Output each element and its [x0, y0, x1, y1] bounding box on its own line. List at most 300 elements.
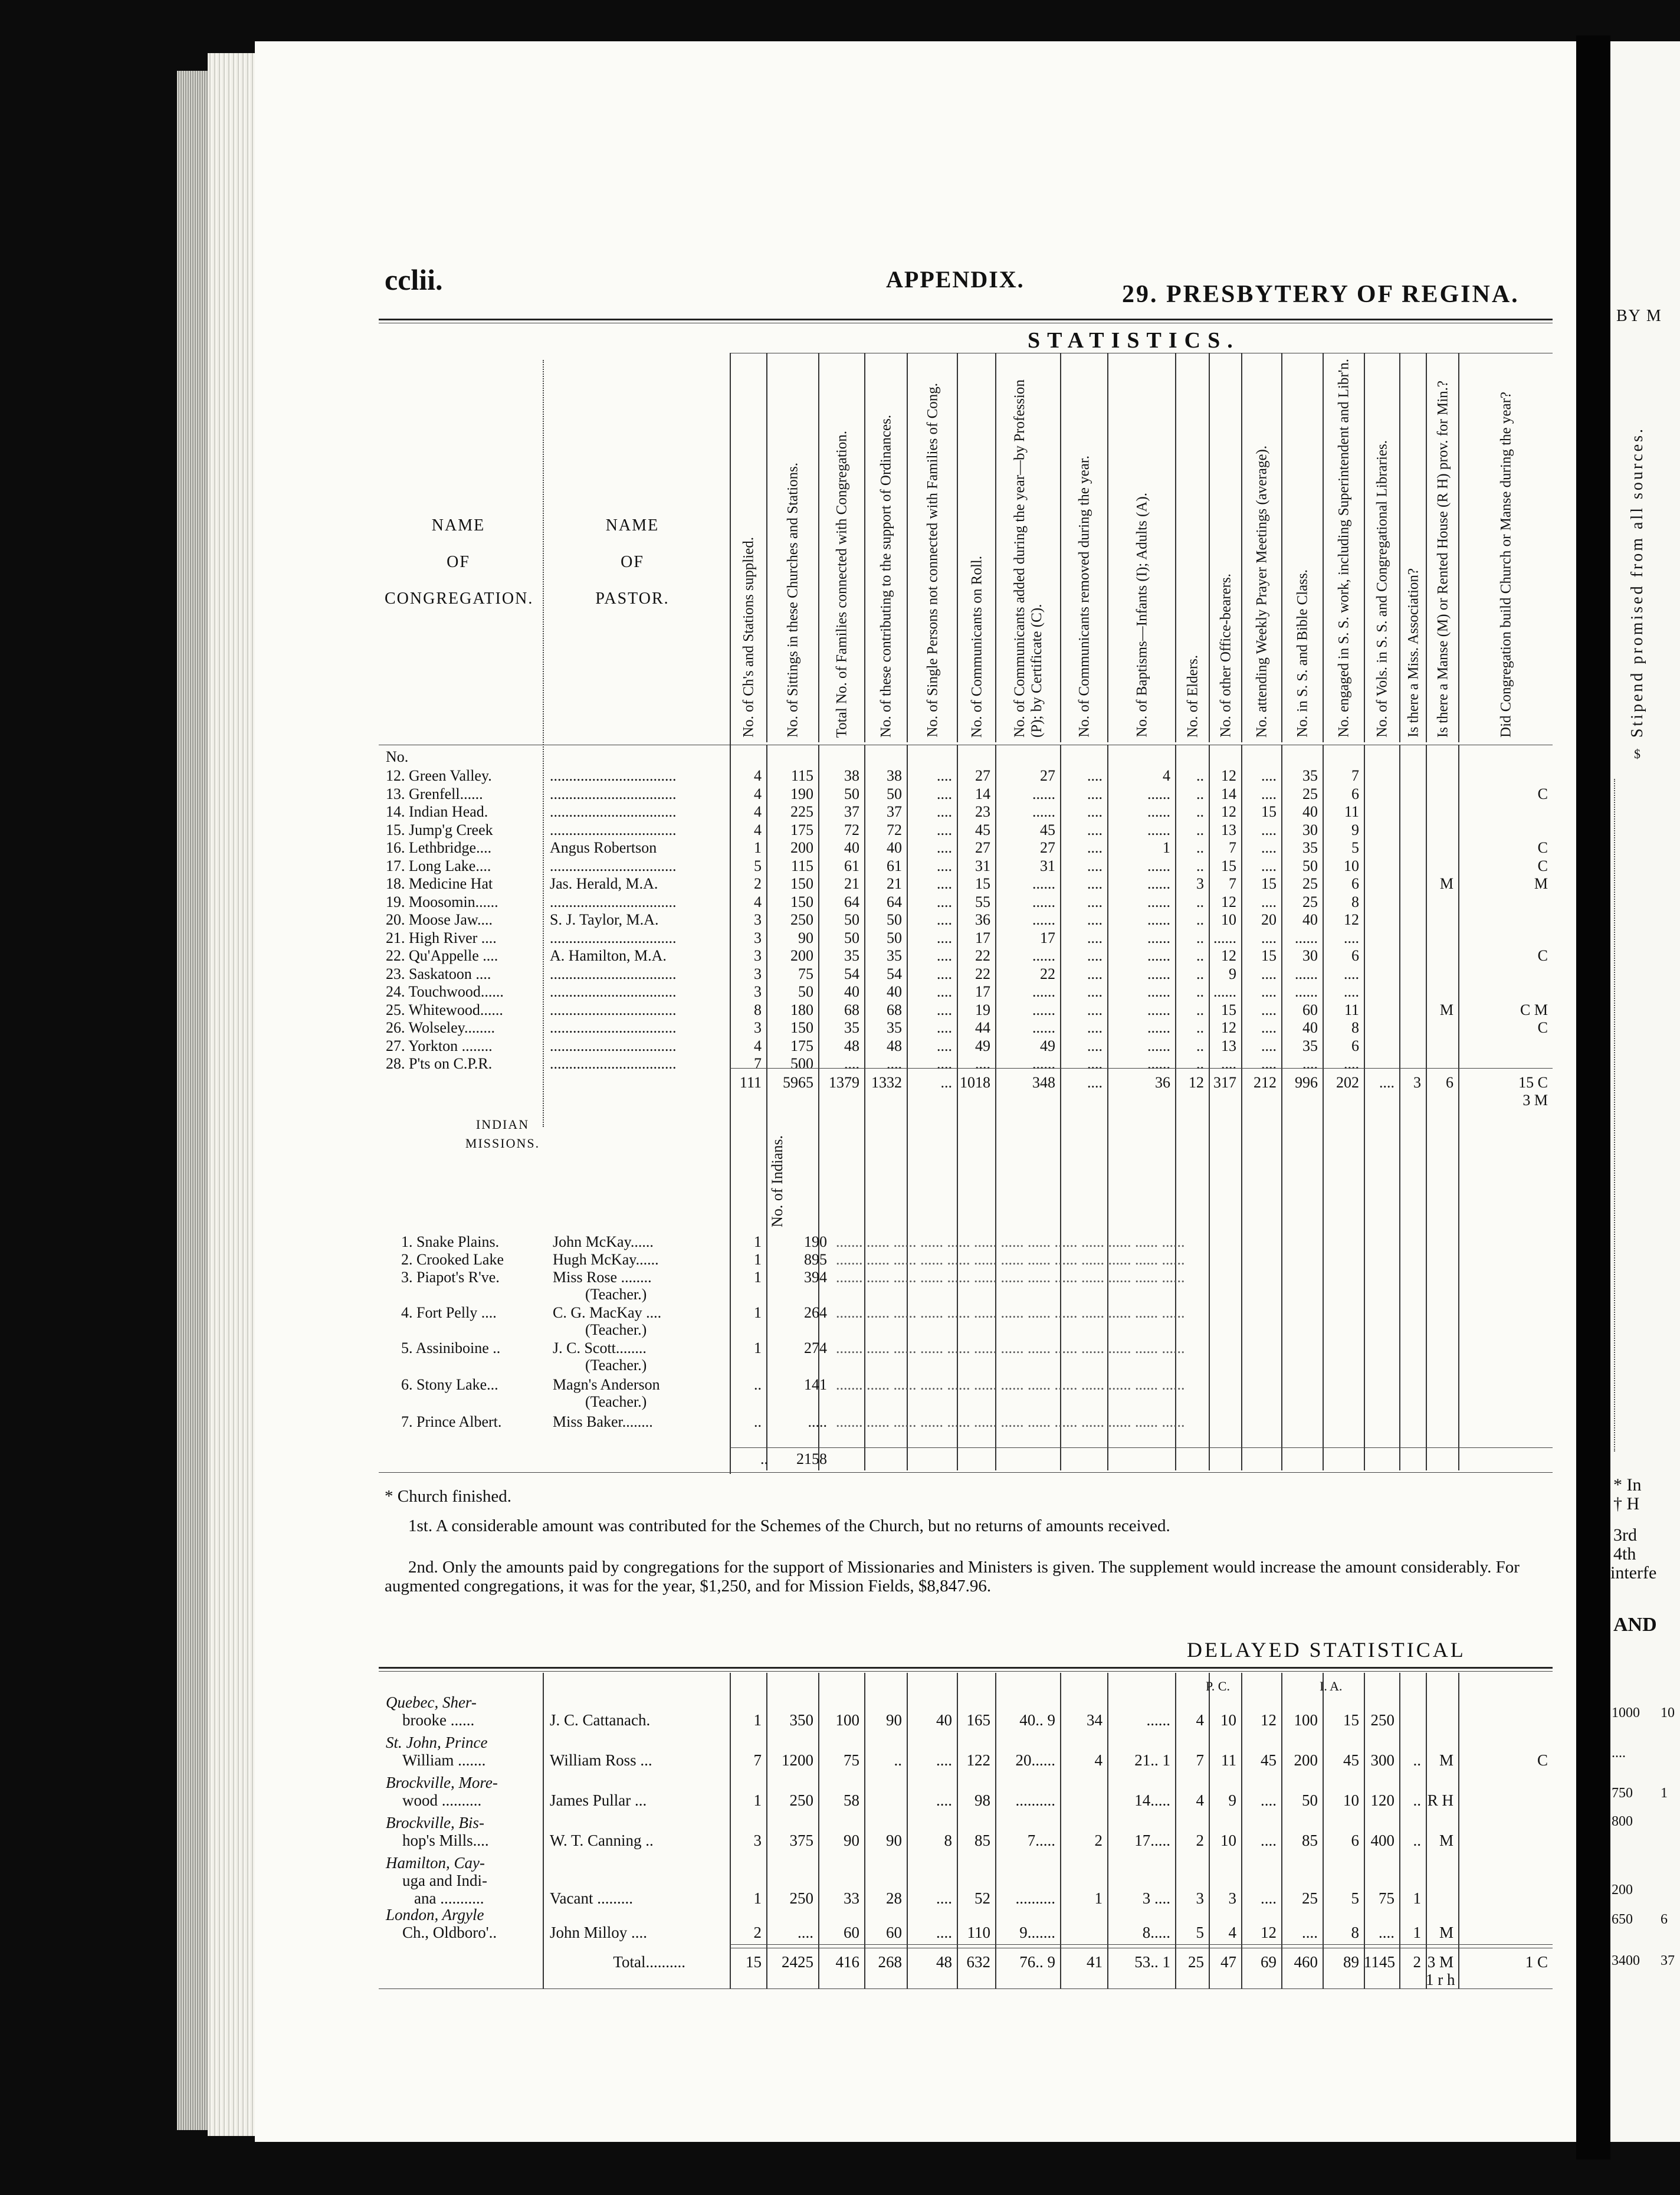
total-cell: 3	[1413, 1074, 1421, 1091]
table-cell: ....	[1087, 821, 1102, 838]
table-cell: 85	[1302, 1832, 1318, 1849]
mission-row	[255, 1251, 1576, 1269]
table-cell: 20......	[1015, 1751, 1055, 1769]
table-cell: 11	[1344, 803, 1359, 820]
congregation-name: St. John, Prince	[386, 1734, 488, 1751]
table-cell: M	[1439, 1751, 1453, 1769]
column-heading-text: No. of Single Persons not connected with Families of Cong.	[924, 383, 940, 738]
column-heading-text: No. of other Office-bearers.	[1218, 574, 1233, 738]
table-cell: ....	[936, 1889, 952, 1907]
table-cell: ....	[1261, 893, 1277, 910]
total-cell: 202	[1336, 1074, 1359, 1091]
facing-number: 10	[1661, 1705, 1675, 1721]
book-spine	[177, 71, 208, 2130]
table-row	[255, 911, 1576, 929]
table-cell: 31	[1040, 857, 1055, 874]
column-heading	[766, 353, 818, 742]
table-cell: 180	[790, 1001, 813, 1018]
missionary-role: (Teacher.)	[585, 1286, 647, 1303]
table-cell: ..	[1413, 1832, 1421, 1849]
table-cell: ..	[894, 1751, 902, 1769]
table-cell: 350	[789, 1711, 813, 1729]
total-cell: 1379	[829, 1074, 859, 1091]
facing-number: 6	[1661, 1912, 1668, 1927]
table-row	[255, 1037, 1576, 1055]
table-row	[255, 803, 1576, 821]
indians-cell: 264	[804, 1304, 827, 1321]
column-heading-text: No. of Communicants removed during the year.	[1076, 456, 1092, 738]
table-cell: C	[1537, 839, 1548, 856]
table-cell: 60	[1302, 1001, 1318, 1018]
table-cell: ....	[1261, 785, 1277, 802]
column-heading	[730, 353, 766, 742]
table-row	[255, 965, 1576, 983]
table-cell: ....	[1087, 965, 1102, 982]
table-cell: 12	[1221, 803, 1236, 820]
table-cell: M	[1534, 875, 1548, 892]
table-row	[255, 875, 1576, 893]
table-cell: ....	[1087, 803, 1102, 820]
table-cell: 15	[975, 875, 990, 892]
delayed-total-rule	[730, 1944, 1553, 1945]
total-cell: 1018	[960, 1074, 990, 1091]
facing-note: 3rd	[1613, 1525, 1637, 1545]
column-heading-text: No. of Baptisms—Infants (I); Adults (A).	[1134, 493, 1150, 738]
table-cell: 165	[966, 1711, 990, 1729]
table-cell: 45	[1261, 1751, 1277, 1769]
table-cell: 38	[844, 767, 859, 784]
total-cell: 1145	[1364, 1953, 1395, 1971]
table-cell: 375	[789, 1832, 813, 1849]
indians-cell: 190	[804, 1233, 827, 1250]
table-row	[255, 839, 1576, 857]
facing-and: AND	[1613, 1614, 1657, 1636]
congregation-name: Quebec, Sher-	[386, 1693, 477, 1711]
total-cell: ....	[1379, 1074, 1394, 1091]
table-cell: 7	[1196, 1751, 1204, 1769]
table-cell: 35	[1302, 767, 1318, 784]
table-cell: 35	[887, 947, 902, 964]
dot-leader: ....... ...... ...... ...... ...... ...... ...... ...... ...... ...... ...... ...... ......	[836, 1251, 1185, 1268]
table-cell: 9.......	[1019, 1924, 1055, 1941]
missionary-name: Hugh McKay......	[553, 1251, 659, 1268]
table-cell: 1	[1094, 1889, 1102, 1907]
table-cell: 50	[887, 911, 902, 928]
table-cell: 4	[754, 893, 762, 910]
table-cell: 3	[754, 947, 762, 964]
table-cell: 40	[887, 983, 902, 1000]
table-cell: 6	[1351, 875, 1359, 892]
congregation-name-cont: wood ..........	[402, 1791, 482, 1809]
table-cell: ......	[1032, 1019, 1055, 1036]
dot-leader: ....... ...... ...... ...... ...... ...... ...... ...... ...... ...... ...... ...... ......	[836, 1376, 1185, 1393]
missionary-role: (Teacher.)	[585, 1357, 647, 1374]
total-cell: 111	[739, 1074, 762, 1091]
total-cell: 69	[1261, 1953, 1277, 1971]
total-cell: 268	[878, 1953, 902, 1971]
table-cell: 68	[844, 1001, 859, 1018]
congregation-name: 25. Whitewood......	[386, 1001, 503, 1018]
table-cell: 15	[1343, 1711, 1359, 1729]
total-cell: 76.. 9	[1019, 1953, 1055, 1971]
table-cell: 75	[844, 1751, 859, 1769]
table-cell: 122	[966, 1751, 990, 1769]
congregation-name: 13. Grenfell......	[386, 785, 483, 802]
table-cell: ....	[1221, 1055, 1236, 1072]
pastor-name: S. J. Taylor, M.A.	[550, 911, 659, 928]
congregation-name: 18. Medicine Hat	[386, 875, 493, 892]
table-cell: ......	[1295, 929, 1318, 946]
totals-rule	[730, 1068, 1553, 1069]
table-cell: ....	[1087, 767, 1102, 784]
stations-cell: ..	[754, 1413, 762, 1430]
table-cell: ......	[1295, 983, 1318, 1000]
table-cell: 28	[886, 1889, 902, 1907]
table-cell: 225	[790, 803, 813, 820]
appendix-title: APPENDIX.	[886, 266, 1025, 293]
table-cell: 36	[975, 911, 990, 928]
total-cell: 48	[936, 1953, 952, 1971]
congregation-name-cont: brooke ......	[402, 1711, 475, 1729]
pastor-name: J. C. Cattanach.	[550, 1711, 651, 1729]
table-cell: ....	[1261, 1055, 1277, 1072]
mission-row	[255, 1233, 1576, 1251]
table-row	[255, 929, 1576, 947]
table-cell: 9	[1351, 821, 1359, 838]
table-row	[255, 893, 1576, 911]
top-rule	[379, 319, 1553, 320]
table-cell: 15	[1261, 947, 1277, 964]
table-cell: ....	[937, 767, 952, 784]
mission-row-cont	[255, 1321, 1576, 1339]
table-cell: ......	[1032, 1001, 1055, 1018]
table-cell: 25	[1302, 875, 1318, 892]
table-cell: 85	[974, 1832, 990, 1849]
pastor-name: W. T. Canning ..	[550, 1832, 654, 1849]
column-heading-text: No. of Communicants on Roll.	[969, 555, 985, 738]
table-cell: 12	[1344, 911, 1359, 928]
table-cell: 3 ....	[1142, 1889, 1170, 1907]
heading-line: INDIAN	[475, 1117, 530, 1132]
table-cell: 3	[1196, 1889, 1204, 1907]
congregation-name: 17. Long Lake....	[386, 857, 491, 874]
table-cell: 200	[790, 947, 813, 964]
table-cell: 500	[790, 1055, 813, 1072]
column-heading-text: Total No. of Families connected with Congregation.	[834, 430, 850, 738]
table-row	[255, 1055, 1576, 1073]
table-cell: ..	[1413, 1751, 1421, 1769]
table-cell: 55	[975, 893, 990, 910]
table-cell: ....	[1261, 983, 1277, 1000]
table-cell: 19	[975, 1001, 990, 1018]
gutter-shadow	[1576, 35, 1610, 2160]
mission-name: 1. Snake Plains.	[401, 1233, 500, 1250]
table-cell: ..........	[1015, 1791, 1055, 1809]
column-heading-text: No. of Sittings in these Churches and Stations.	[785, 463, 801, 738]
missionary-name: Miss Rose ........	[553, 1269, 652, 1286]
footnote-first: 1st. A considerable amount was contributed for the Schemes of the Church, but no returns of amounts received.	[408, 1516, 1170, 1535]
table-cell: ....	[1087, 911, 1102, 928]
total-cell: 1332	[871, 1074, 902, 1091]
facing-note: * In	[1613, 1475, 1642, 1495]
table-cell: 4	[754, 821, 762, 838]
table-cell: 1	[753, 1711, 762, 1729]
heading-line: CONGREGATION.	[385, 589, 534, 608]
column-heading	[907, 353, 957, 742]
table-cell: 300	[1370, 1751, 1394, 1769]
table-cell: 31	[975, 857, 990, 874]
table-cell: 34	[1087, 1711, 1102, 1729]
stations-cell: 1	[754, 1251, 762, 1268]
dot-leader: ....... ...... ...... ...... ...... ...... ...... ...... ...... ...... ...... ...... ......	[836, 1304, 1185, 1321]
pastor-name: .................................	[550, 1019, 677, 1036]
table-cell: ....	[937, 857, 952, 874]
table-cell: ..	[1196, 1001, 1204, 1018]
table-cell: 75	[798, 965, 813, 982]
missionary-name: C. G. MacKay ....	[553, 1304, 662, 1321]
table-cell: ..	[1196, 767, 1204, 784]
facing-note: interfe	[1610, 1563, 1657, 1583]
table-cell: ....	[1087, 929, 1102, 946]
table-cell: 1	[754, 839, 762, 856]
table-cell: 25	[1302, 893, 1318, 910]
table-cell: ....	[1261, 1019, 1277, 1036]
table-cell: M	[1439, 1832, 1453, 1849]
table-cell: R H	[1427, 1791, 1453, 1809]
total-cell: 996	[1295, 1074, 1318, 1091]
table-cell: ..	[1196, 893, 1204, 910]
table-cell: C	[1537, 785, 1548, 802]
congregation-name: London, Argyle	[386, 1906, 484, 1924]
congregation-name-cont: William .......	[402, 1751, 486, 1769]
facing-number: 800	[1612, 1814, 1633, 1829]
total-cell: ....	[1087, 1074, 1102, 1091]
table-cell: ..	[1196, 965, 1204, 982]
totals-line	[255, 1074, 1576, 1092]
column-rule	[1458, 1673, 1459, 1988]
table-cell: M	[1439, 1001, 1453, 1018]
table-cell: 50	[844, 929, 859, 946]
table-cell: 45	[1040, 821, 1055, 838]
table-cell: 17.....	[1134, 1832, 1170, 1849]
table-cell: 400	[1370, 1832, 1394, 1849]
table-cell: ....	[1302, 1055, 1318, 1072]
table-cell: 6	[1351, 1037, 1359, 1054]
total-cell: 2425	[782, 1953, 813, 1971]
dot-leader: ....... ...... ...... ...... ...... ...... ...... ...... ...... ...... ...... ...... ......	[836, 1413, 1185, 1430]
table-cell: 3	[1196, 875, 1204, 892]
table-cell: ......	[1147, 983, 1170, 1000]
table-cell: ......	[1147, 965, 1170, 982]
pastor-name: .................................	[550, 803, 677, 820]
table-cell: 21	[844, 875, 859, 892]
table-cell: ....	[937, 1037, 952, 1054]
column-heading	[1060, 353, 1107, 742]
column-heading-text: Is there a Miss. Association?	[1405, 568, 1421, 738]
table-cell: 40	[887, 839, 902, 856]
table-cell: 7.....	[1027, 1832, 1055, 1849]
table-cell: 7	[1229, 839, 1236, 856]
table-cell: ....	[1087, 875, 1102, 892]
table-cell: ..	[1196, 821, 1204, 838]
heading-line: PASTOR.	[595, 589, 670, 608]
table-cell: ......	[1147, 821, 1170, 838]
table-cell: 50	[798, 983, 813, 1000]
column-heading-text: No. of Ch's and Stations supplied.	[740, 537, 757, 738]
missionary-name: Miss Baker........	[553, 1413, 653, 1430]
total-cell: 6	[1446, 1074, 1453, 1091]
table-cell: ......	[1295, 965, 1318, 982]
delayed-bottom-rule	[379, 1988, 1553, 1989]
congregation-name: 15. Jump'g Creek	[386, 821, 493, 838]
heading-line: OF	[447, 553, 470, 571]
table-cell: 2	[754, 875, 762, 892]
table-cell: 14	[975, 785, 990, 802]
total-cell: 36	[1155, 1074, 1170, 1091]
table-cell: 5	[1351, 839, 1359, 856]
stations-cell: 1	[754, 1339, 762, 1357]
table-cell: 4	[1163, 767, 1170, 784]
table-cell: ..	[1196, 947, 1204, 964]
table-cell: 5	[1196, 1924, 1204, 1941]
table-cell: 12	[1261, 1711, 1277, 1729]
table-cell: 3	[754, 929, 762, 946]
table-cell: 7	[754, 1055, 762, 1072]
table-cell: C	[1537, 1019, 1548, 1036]
table-cell: ..	[1196, 1019, 1204, 1036]
table-cell: 50	[887, 785, 902, 802]
total-cell: 460	[1294, 1953, 1318, 1971]
pastor-name: .................................	[550, 1055, 677, 1072]
table-cell: ....	[1087, 785, 1102, 802]
table-cell: ....	[937, 785, 952, 802]
table-cell: ....	[1261, 1791, 1277, 1809]
facing-page-head: BY M	[1616, 307, 1662, 325]
table-cell: ....	[1261, 839, 1277, 856]
table-row	[255, 1019, 1576, 1037]
total-label: Total..........	[613, 1953, 685, 1971]
table-cell: ....	[1261, 929, 1277, 946]
facing-number: 37	[1661, 1953, 1675, 1968]
table-cell: ......	[1147, 911, 1170, 928]
mission-row-cont	[255, 1393, 1576, 1411]
table-cell: 110	[967, 1924, 990, 1941]
table-cell: 40	[1302, 803, 1318, 820]
dot-leader: ....... ...... ...... ...... ...... ...... ...... ...... ...... ...... ...... ...... ......	[836, 1339, 1185, 1357]
delayed-rule-inner	[379, 1671, 1553, 1672]
table-cell: 54	[844, 965, 859, 982]
pastor-name: .................................	[550, 929, 677, 946]
table-cell: 90	[886, 1832, 902, 1849]
table-cell: ..	[1196, 803, 1204, 820]
table-cell: 8	[1351, 1924, 1359, 1941]
table-cell: 10	[1220, 1832, 1236, 1849]
table-cell: 40.. 9	[1019, 1711, 1055, 1729]
facing-number: 3400	[1612, 1953, 1640, 1968]
table-cell: ......	[1147, 803, 1170, 820]
congregation-name: 28. P'ts on C.P.R.	[386, 1055, 493, 1072]
facing-note: 4th	[1613, 1544, 1636, 1564]
table-cell: ..	[1196, 839, 1204, 856]
table-cell: 58	[844, 1791, 859, 1809]
document-page	[255, 41, 1576, 2142]
footnote-church-finished: * Church finished.	[385, 1487, 512, 1506]
table-cell: 50	[1302, 1791, 1318, 1809]
table-cell: ....	[937, 821, 952, 838]
table-cell: ....	[1087, 983, 1102, 1000]
table-cell: ....	[1087, 857, 1102, 874]
table-cell: ......	[1147, 857, 1170, 874]
table-cell: 1	[753, 1791, 762, 1809]
table-cell: 1	[753, 1889, 762, 1907]
no-label-row	[255, 748, 1576, 766]
table-cell: ....	[937, 929, 952, 946]
table-cell: ......	[1032, 893, 1055, 910]
facing-number: 1	[1661, 1786, 1668, 1801]
table-cell: C M	[1520, 1001, 1548, 1018]
table-cell: 49	[1040, 1037, 1055, 1054]
table-cell: 8	[1351, 893, 1359, 910]
congregation-name-cont: ana ...........	[414, 1889, 484, 1907]
total-cell: 12	[1189, 1074, 1204, 1091]
table-cell: 35	[844, 1019, 859, 1036]
indians-column-heading	[766, 1109, 790, 1227]
mission-name: 3. Piapot's R've.	[401, 1269, 500, 1286]
facing-page	[1610, 41, 1680, 2142]
table-cell: ....	[937, 1055, 952, 1072]
column-heading-text: No. of Vols. in S. S. and Congregational Libraries.	[1374, 440, 1390, 738]
table-cell: 2	[753, 1924, 762, 1941]
table-cell: ....	[1344, 1055, 1359, 1072]
table-cell: M	[1439, 1924, 1453, 1941]
congregation-name: Brockville, More-	[386, 1774, 498, 1791]
table-cell: 115	[790, 767, 813, 784]
table-cell: ....	[1261, 965, 1277, 982]
facing-column-heading	[1628, 407, 1663, 738]
pastor-name: Angus Robertson	[550, 839, 657, 856]
table-cell: 60	[886, 1924, 902, 1941]
table-cell: ....	[1344, 983, 1359, 1000]
heading-line: OF	[621, 553, 644, 571]
table-cell: ....	[1261, 857, 1277, 874]
table-bottom-rule	[379, 1472, 1553, 1473]
column-heading-text: No. attending Weekly Prayer Meetings (average).	[1254, 445, 1270, 738]
table-cell: 2	[1094, 1832, 1102, 1849]
table-cell: 10	[1343, 1791, 1359, 1809]
table-cell: 17	[975, 983, 990, 1000]
column-heading	[1458, 353, 1553, 742]
table-cell: 1	[1163, 839, 1170, 856]
total-cell: 416	[835, 1953, 859, 1971]
table-cell: 11	[1344, 1001, 1359, 1018]
table-cell: 30	[1302, 821, 1318, 838]
table-cell: 54	[887, 965, 902, 982]
table-cell: 1	[1413, 1889, 1421, 1907]
column-heading-text: No. of Communicants added during the year—by Profession (P); by Certificate (C).	[1012, 379, 1045, 738]
table-cell: 150	[790, 893, 813, 910]
table-row	[255, 821, 1576, 839]
table-cell: 3	[754, 1019, 762, 1036]
table-cell: 50	[844, 911, 859, 928]
table-cell: ....	[937, 839, 952, 856]
table-cell: 52	[974, 1889, 990, 1907]
pastor-name: A. Hamilton, M.A.	[550, 947, 667, 964]
pastor-name: James Pullar ...	[550, 1791, 647, 1809]
table-cell: ....	[1302, 1924, 1318, 1941]
table-cell: 12	[1221, 1019, 1236, 1036]
table-row	[255, 857, 1576, 875]
table-cell: 200	[790, 839, 813, 856]
